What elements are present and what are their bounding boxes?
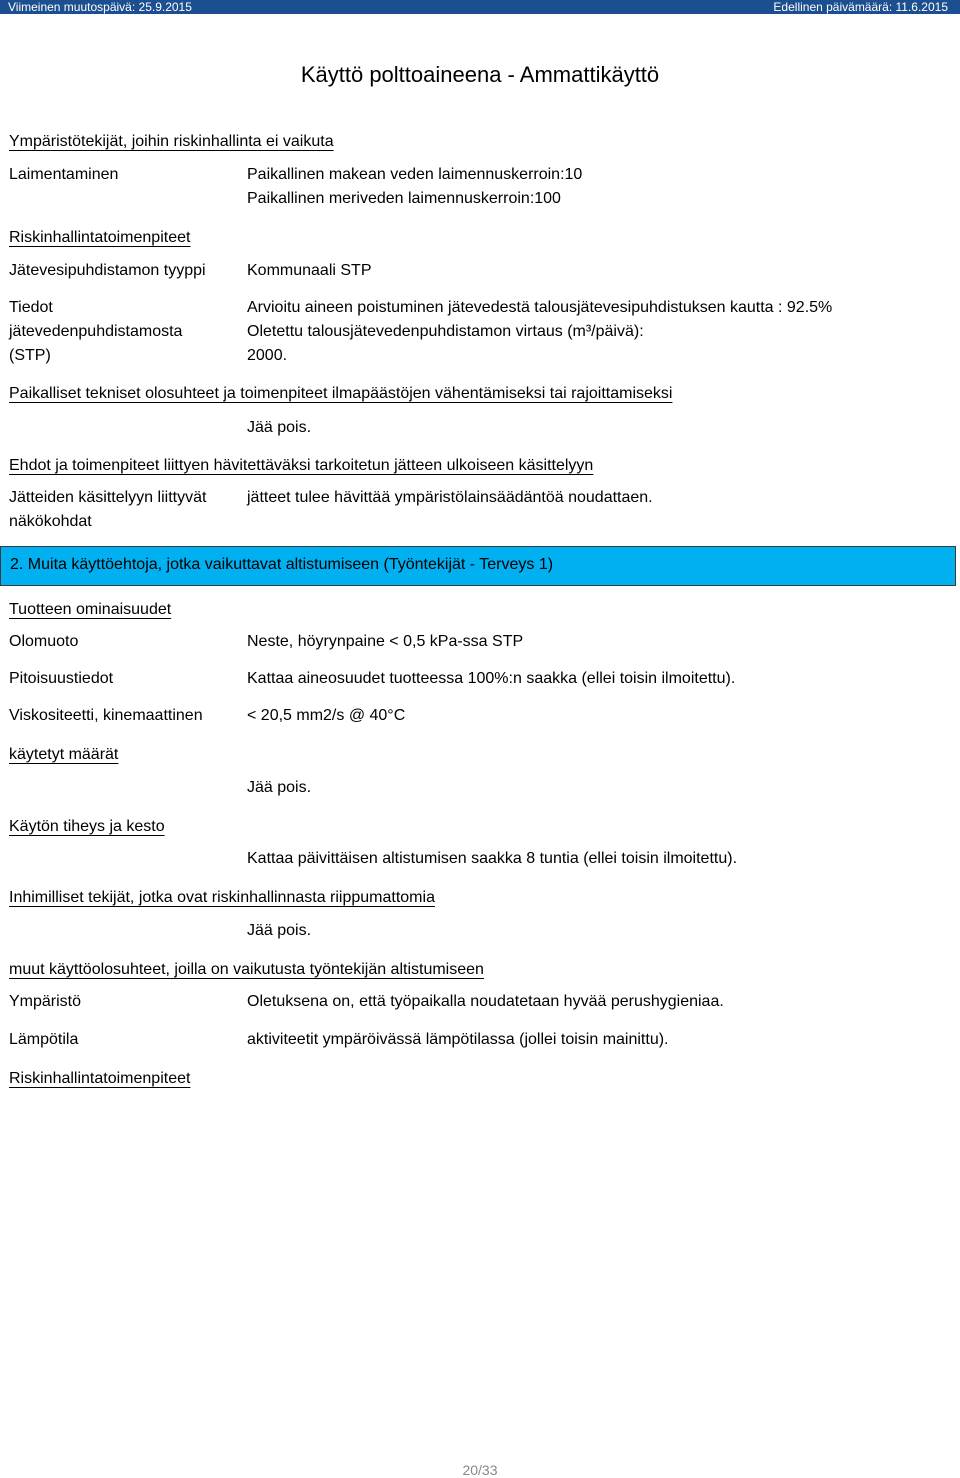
concentration-value: Kattaa aineosuudet tuotteessa 100%:n saakka (ellei toisin ilmoitettu). [247, 670, 736, 687]
waste-label-2: näkökohdat [9, 513, 92, 530]
local-conditions-value: Jää pois. [247, 419, 312, 436]
stp-flow-value: 2000. [247, 347, 288, 364]
local-conditions-heading: Paikalliset tekniset olosuhteet ja toimenpiteet ilmapäästöjen vähentämiseksi tai rajoittamiseksi [9, 385, 673, 402]
stp-flow-label: Oletettu talousjätevedenpuhdistamon virtaus (m³/päivä): [247, 323, 644, 340]
section-banner-text: 2. Muita käyttöehtoja, jotka vaikuttavat altistumiseen (Työntekijät - Terveys 1) [10, 556, 554, 573]
environment-label: Ympäristö [9, 993, 82, 1010]
physical-form-value: Neste, höyrynpaine < 0,5 kPa-ssa STP [247, 633, 524, 650]
physical-form-label: Olomuoto [9, 633, 79, 650]
stp-info-label-3: (STP) [9, 347, 51, 364]
rmm2-heading: Riskinhallintatoimenpiteet [9, 1070, 191, 1087]
amounts-heading: käytetyt määrät [9, 746, 119, 763]
product-heading: Tuotteen ominaisuudet [9, 601, 172, 618]
stp-type-label: Jätevesipuhdistamon tyyppi [9, 262, 206, 279]
stp-removal-value: Arvioitu aineen poistuminen jätevedestä talousjätevesipuhdistuksen kautta : 92.5% [247, 299, 833, 316]
frequency-value: Kattaa päivittäisen altistumisen saakka 8 tuntia (ellei toisin ilmoitettu). [247, 850, 738, 867]
header-bar [0, 0, 960, 14]
previous-date: Edellinen päivämäärä: 11.6.2015 [773, 0, 948, 14]
temperature-label: Lämpötila [9, 1031, 79, 1048]
temperature-value: aktiviteetit ympäröivässä lämpötilassa (jollei toisin mainittu). [247, 1031, 669, 1048]
viscosity-value: < 20,5 mm2/s @ 40°C [247, 707, 406, 724]
dilution-marine: Paikallinen meriveden laimennuskerroin:100 [247, 190, 561, 207]
page-title: Käyttö polttoaineena - Ammattikäyttö [300, 62, 660, 87]
dilution-label: Laimentaminen [9, 166, 119, 183]
page-number: 20/33 [462, 1462, 498, 1478]
waste-value: jätteet tulee hävittää ympäristölainsäädäntöä noudattaen. [247, 489, 653, 506]
human-factors-heading: Inhimilliset tekijät, jotka ovat riskinhallinnasta riippumattomia [9, 889, 435, 906]
human-factors-value: Jää pois. [247, 922, 312, 939]
waste-heading: Ehdot ja toimenpiteet liittyen hävitettäväksi tarkoitetun jätteen ulkoiseen käsittelyyn [9, 457, 594, 474]
env-factors-heading: Ympäristötekijät, joihin riskinhallinta ei vaikuta [9, 133, 334, 150]
viscosity-label: Viskositeetti, kinemaattinen [9, 707, 203, 724]
frequency-heading: Käytön tiheys ja kesto [9, 818, 165, 835]
dilution-freshwater: Paikallinen makean veden laimennuskerroin:10 [247, 166, 583, 183]
stp-info-label-1: Tiedot [9, 299, 53, 316]
stp-type-value: Kommunaali STP [247, 262, 372, 279]
amounts-value: Jää pois. [247, 779, 312, 796]
section-banner [0, 546, 956, 586]
rmm-heading: Riskinhallintatoimenpiteet [9, 229, 191, 246]
concentration-label: Pitoisuustiedot [9, 670, 114, 687]
last-modified-date: Viimeinen muutospäivä: 25.9.2015 [8, 0, 192, 14]
environment-value: Oletuksena on, että työpaikalla noudatetaan hyvää perushygieniaa. [247, 993, 724, 1010]
other-conditions-heading: muut käyttöolosuhteet, joilla on vaikutusta työntekijän altistumiseen [9, 961, 484, 978]
stp-info-label-2: jätevedenpuhdistamosta [9, 323, 183, 340]
waste-label-1: Jätteiden käsittelyyn liittyvät [9, 489, 207, 506]
